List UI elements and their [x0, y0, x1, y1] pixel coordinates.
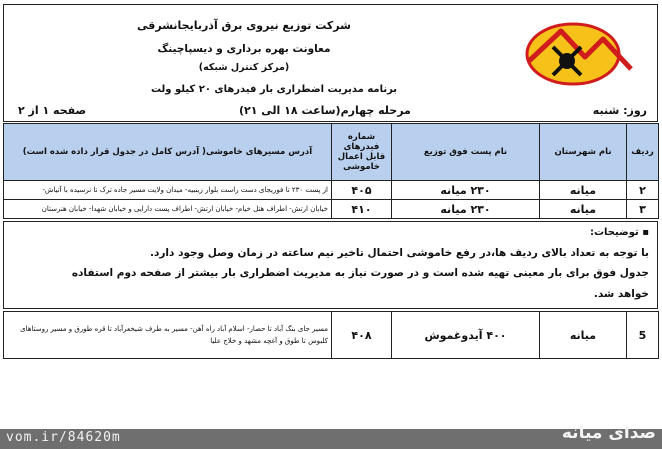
page-number: صفحه ۱ از ۲ [18, 104, 87, 117]
header-box [3, 4, 658, 122]
cell-row-number: ۲ [627, 181, 659, 200]
cell-row-number: ۳ [627, 200, 659, 219]
note-line: با توجه به تعداد بالای ردیف ها،در رفع خاموشی احتمال تاخیر نیم ساعته در زمان وصل وجود دارد. [150, 247, 649, 259]
cell-feeder: ۴۰۸ [332, 312, 392, 359]
cell-address: از پست ۲۳۰ تا فوریجای دست راست بلوار زینبیه- میدان ولایت مسیر جاده ترک تا نرسیده با آتیاش- [4, 181, 332, 200]
col-header-feeder: شماره فیدرهای قابل اعمال خاموشی [332, 124, 392, 181]
day-label: روز: شنبه [592, 104, 647, 117]
note-line: خواهد شد. [593, 288, 649, 300]
table-header-row [4, 124, 659, 181]
cell-row-number: 5 [627, 312, 659, 359]
cell-city: میانه [540, 200, 627, 219]
cell-feeder: ۴۱۰ [332, 200, 392, 219]
table-row [4, 312, 659, 359]
program-title: برنامه مدیریت اضطراری بار فیدرهای ۲۰ کیلو ولت [150, 84, 398, 95]
phase-label: مرحله چهارم(ساعت ۱۸ الی ۲۱) [239, 104, 411, 117]
cell-city: میانه [540, 181, 627, 200]
cell-substation: ۲۳۰ میانه [392, 181, 540, 200]
brand-watermark: صدای میانه [561, 423, 656, 443]
cell-feeder: ۴۰۵ [332, 181, 392, 200]
company-name: شرکت توزیع نیروی برق آذربایجانشرقی [137, 19, 351, 32]
cell-substation: ۲۳۰ میانه [392, 200, 540, 219]
table-row [4, 200, 659, 219]
col-header-address: آدرس مسیرهای خاموشی( آدرس کامل در جدول قرار داده شده است) [4, 124, 332, 181]
col-header-row-number: ردیف [627, 124, 659, 181]
cell-address: خیابان ارتش- اطراف هتل خیام- خیابان ارتش- اطراف پست دارایی و خیابان شهدا- خیابان هنرستان [4, 200, 332, 219]
notes-title: ▪ توضیحات: [589, 227, 649, 238]
cell-city: میانه [540, 312, 627, 359]
source-url: vom.ir/84620m [6, 430, 121, 445]
col-header-substation: نام پست فوق توزیع [392, 124, 540, 181]
feeder-table-extra [3, 311, 659, 359]
note-line: جدول فوق برای بار معینی تهیه شده است و در صورت نیاز به مدیریت اضطراری بار بیشتر از صفحه دوم استفاده [71, 267, 649, 279]
deputy-name: معاونت بهره برداری و دیسپاچینگ [157, 43, 331, 55]
table-row [4, 181, 659, 200]
feeder-table [3, 123, 659, 219]
center-name: (مرکز کنترل شبکه) [198, 62, 290, 73]
electricity-company-logo [523, 17, 635, 91]
notes-box [3, 221, 658, 309]
watermark-footer [0, 423, 662, 449]
cell-address: مسیر جای بنگ آباد تا حصار- اسلام آباد راه آهن- مسیر به طرف شیخعرآباد تا قره طورق و مسیر روستاهای کلبوس تا طوق و آغچه مشهد و خلاج علیا [4, 312, 332, 359]
col-header-city: نام شهرستان [540, 124, 627, 181]
cell-substation: ۴۰۰ آیدوغموش [392, 312, 540, 359]
